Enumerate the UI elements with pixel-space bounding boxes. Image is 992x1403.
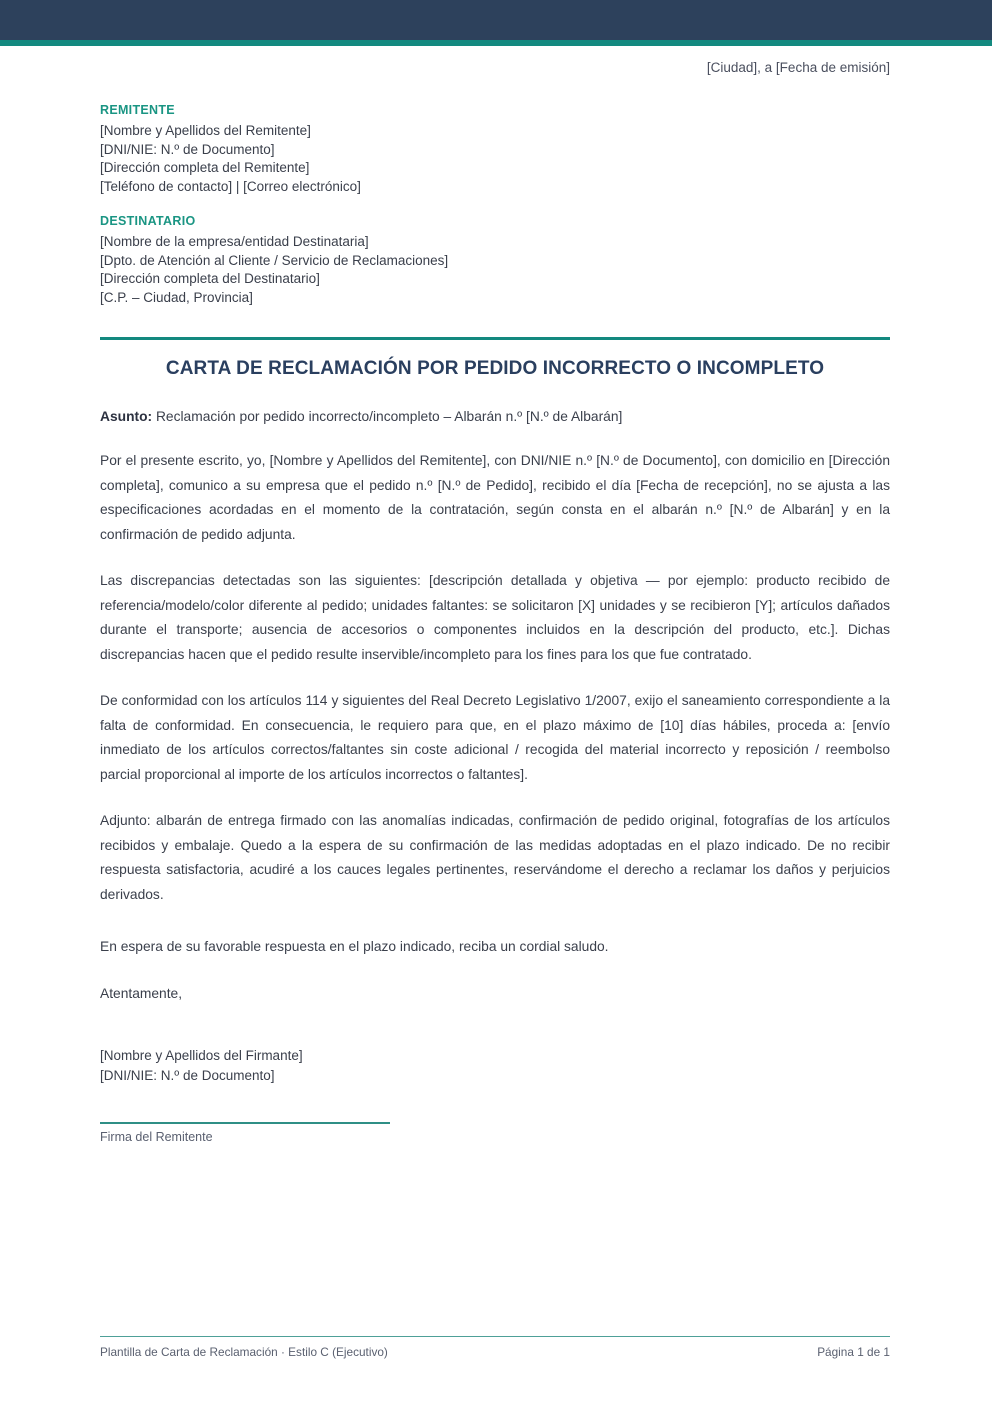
sender-line-address: [Dirección completa del Remitente] [100,160,310,175]
signer-block [100,1046,890,1086]
sender-line-name: [Nombre y Apellidos del Remitente] [100,123,311,138]
address-section [100,103,890,307]
date-line: [Ciudad], a [Fecha de emisión] [706,60,890,75]
footer-row [100,1345,890,1359]
valediction: Atentamente, [100,985,183,1001]
sender-block [100,103,890,196]
subject-label: Asunto: [100,409,153,424]
recipient-heading: DESTINATARIO [100,214,196,228]
title-divider [100,337,890,340]
recipient-line-address: [Dirección completa del Destinatario] [100,271,320,286]
paragraph-attachments: Adjunto: albarán de entrega firmado con las anomalías indicadas, confirmación de pedido original, fotografías de los artículos recibidos y embalaje. Quedo a la espera de su confirmación de las medidas adoptadas en el plazo indicado. De no recibir respuesta satisfactoria, acudiré a los cauces legales pertinentes, reservándome el derecho a reclamar los daños y perjuicios derivados. [100,813,890,902]
recipient-line-company: [Nombre de la empresa/entidad Destinataria] [100,234,369,249]
sender-line-document: [DNI/NIE: N.º de Documento] [100,141,275,157]
paragraph-legal-demand: De conformidad con los artículos 114 y siguientes del Real Decreto Legislativo 1/2007, exijo el saneamiento correspondiente a la falta de conformidad. En consecuencia, le requiero para que, en el plazo máximo de [10] días hábiles, proceda a: [envío inmediato de los artículos correctos/faltantes sin coste adicional / recogida del material incorrecto y reposición / reembolso parcial proporcional al importe de los artículos incorrectos o faltantes]. [100,693,890,782]
recipient-block [100,214,890,307]
footer-page-number: Página 1 de 1 [817,1345,890,1359]
page-footer [100,1336,890,1360]
page-title: CARTA DE RECLAMACIÓN POR PEDIDO INCORRECTO O INCOMPLETO [165,358,825,379]
subject-text: Reclamación por pedido incorrecto/incompleto – Albarán n.º [N.º de Albarán] [152,409,623,424]
paragraph-order-details: Por el presente escrito, yo, [Nombre y Apellidos del Remitente], con DNI/NIE n.º [N.º de Documento], con domicilio en [Dirección completa], comunico a su empresa que el pedido n.º [N.º de Pedido], recibido el día [Fecha de recepción], no se ajusta a las especificaciones acordadas en el momento de la contratación, según consta en el albarán n.º [N.º de Albarán] y en la confirmación de pedido adjunta. [100,453,890,542]
closing-line: En espera de su favorable respuesta en el plazo indicado, reciba un cordial saludo. [100,939,609,954]
footer-template-label: Plantilla de Carta de Reclamación · Estilo C (Ejecutivo) [100,1345,388,1359]
signature-line [100,1122,390,1124]
header-band [0,0,992,40]
signer-name: [Nombre y Apellidos del Firmante] [100,1048,303,1063]
paragraph-discrepancies: Las discrepancias detectadas son las siguientes: [descripción detallada y objetiva — por ejemplo: producto recibido de referencia/modelo/color diferente al pedido; unidades faltantes: se solicitaron [X] unidades y se recibieron [Y]; artículos dañados durante el transporte; ausencia de accesorios o componentes incluidos en la descripción del producto, etc.]. Dichas discrepancias hacen que el pedido resulte inservible/incompleto para los fines para los que fue contratado. [100,573,890,662]
sender-heading: REMITENTE [100,103,175,117]
header-accent-stripe [0,40,992,46]
letter-body [100,407,890,1144]
signer-document: [DNI/NIE: N.º de Documento] [100,1068,275,1083]
footer-divider [100,1336,890,1338]
subject-line [100,407,890,427]
recipient-line-department: [Dpto. de Atención al Cliente / Servicio de Reclamaciones] [100,252,449,268]
recipient-line-city: [C.P. – Ciudad, Provincia] [100,289,253,305]
signature-caption: Firma del Remitente [100,1130,213,1144]
sender-line-contact: [Teléfono de contacto] | [Correo electrónico] [100,178,361,194]
